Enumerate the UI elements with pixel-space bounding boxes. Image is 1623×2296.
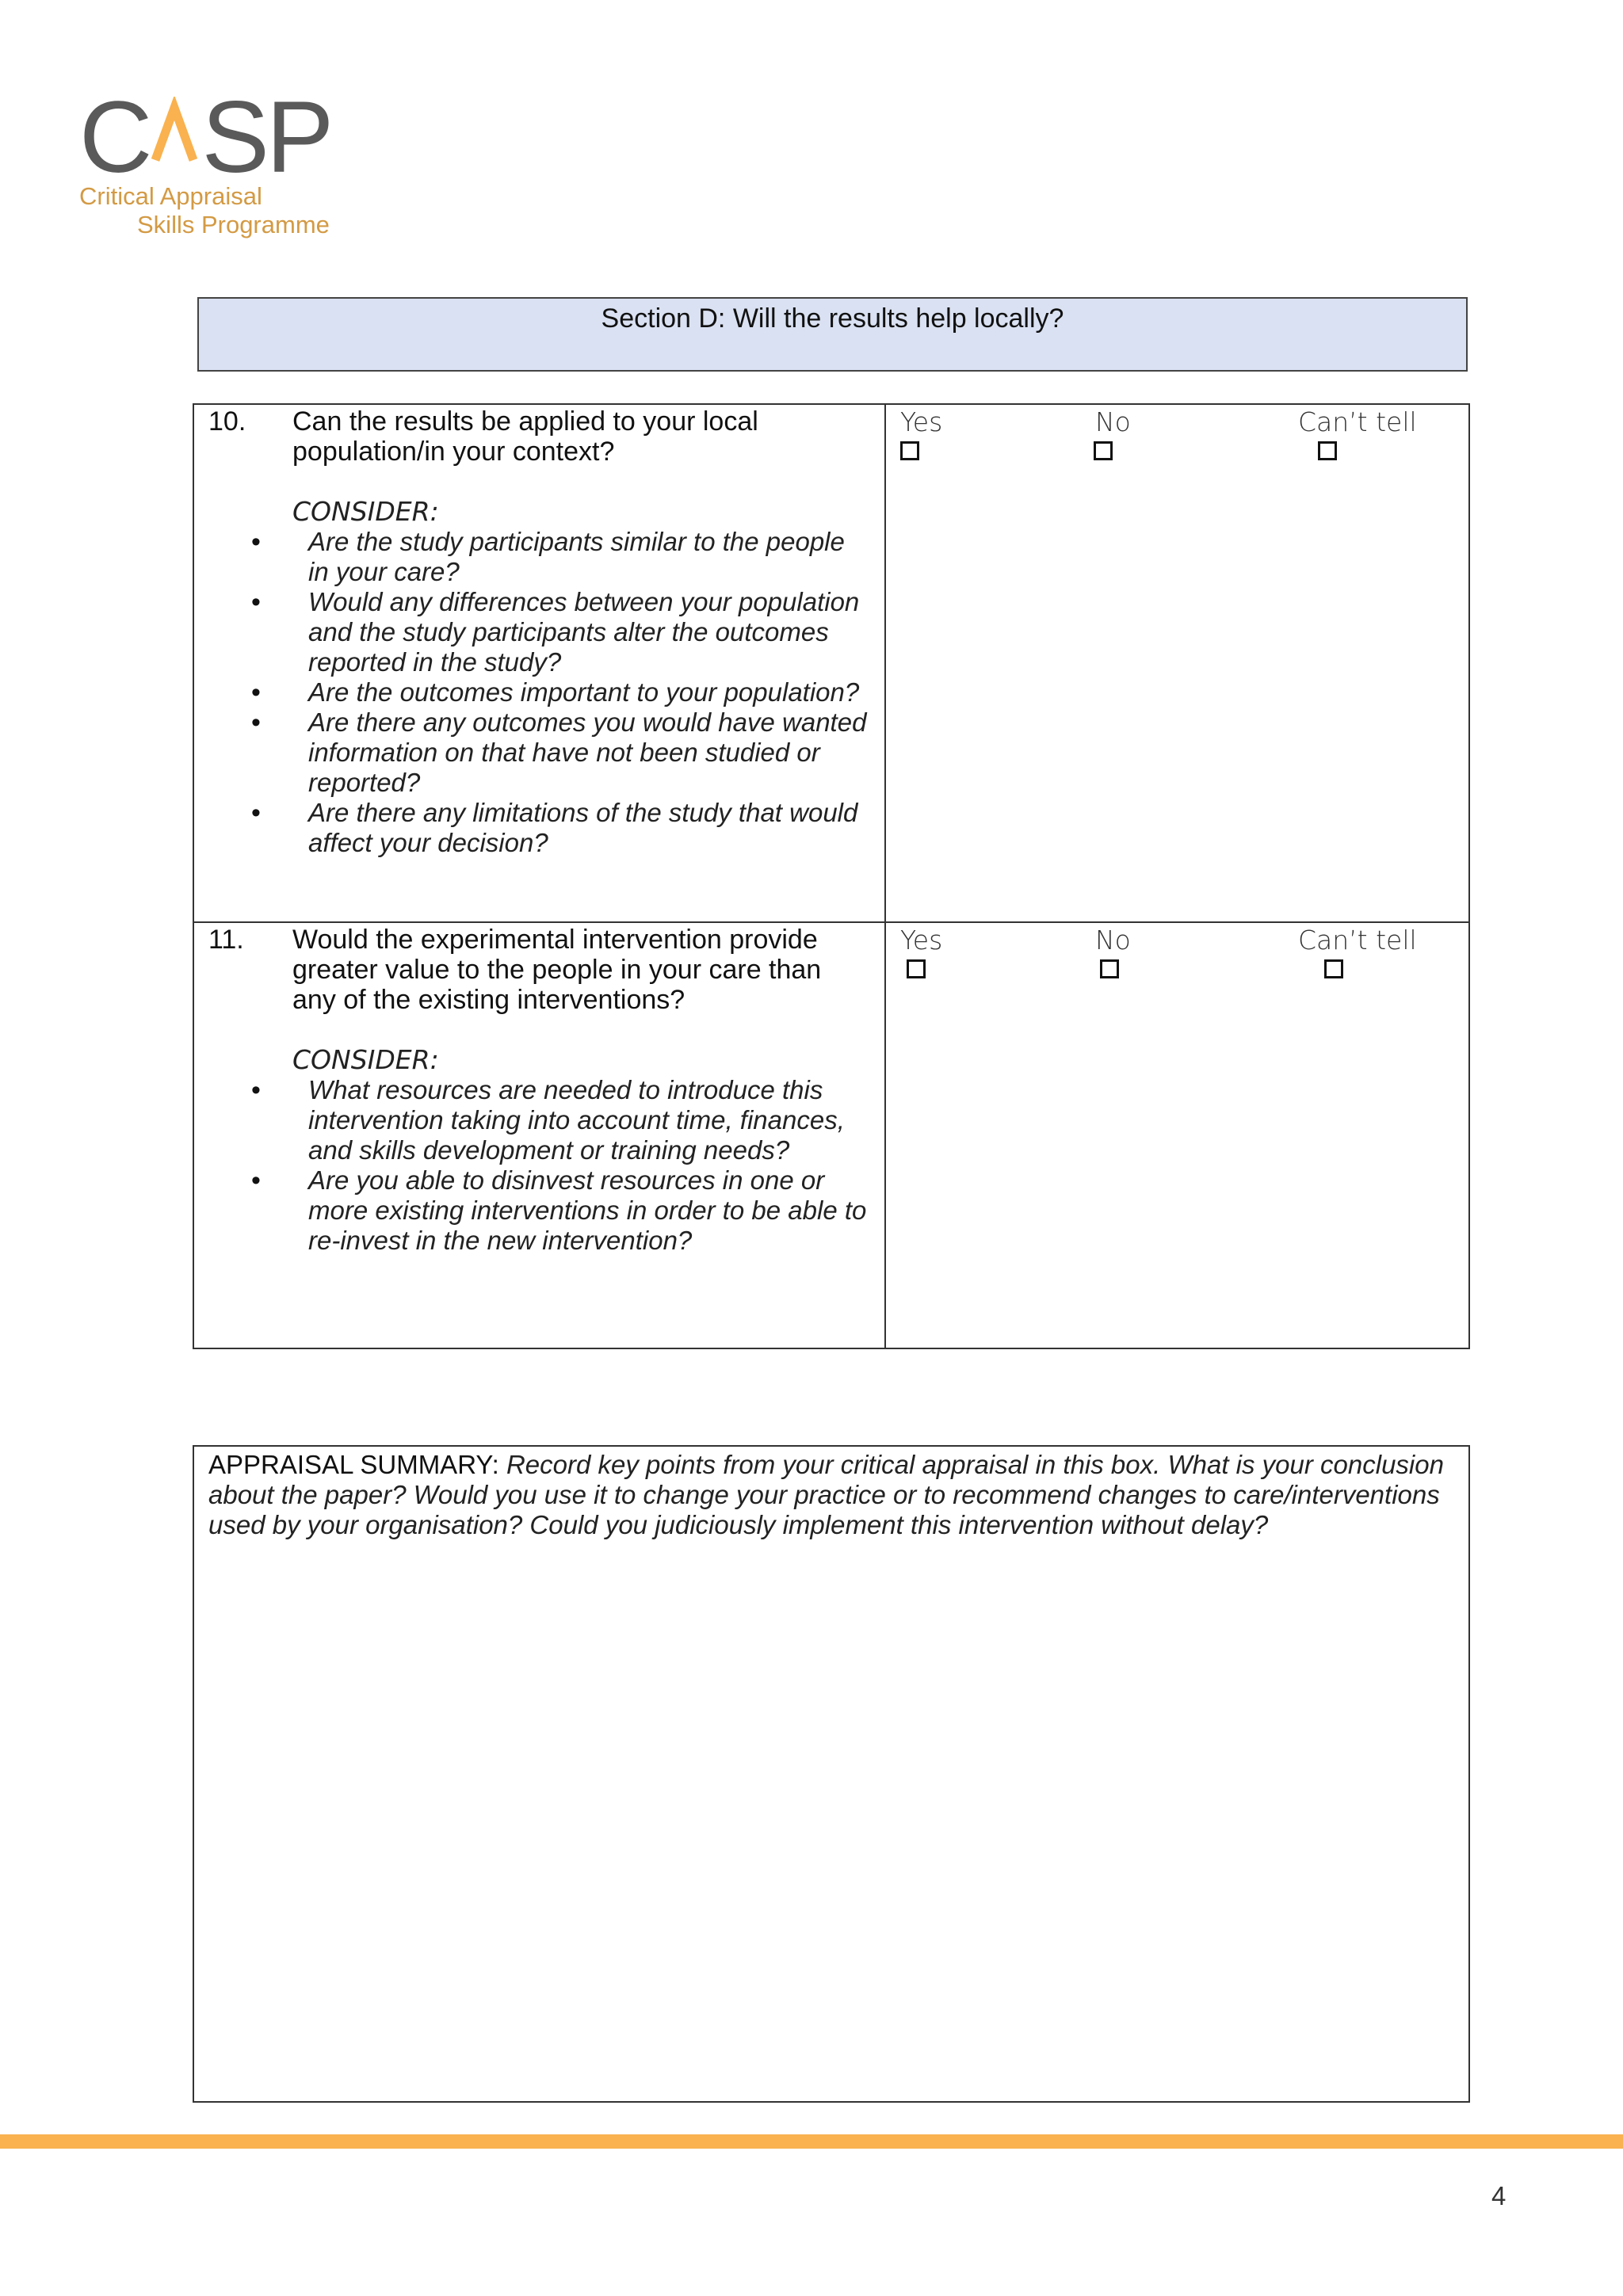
logo-subtitle-line1: Critical Appraisal	[79, 182, 262, 210]
logo-letters-sp: SP	[201, 81, 331, 194]
consider-item: • What resources are needed to introduce this intervention taking into account time, finances, and skills development or training needs?	[251, 1075, 872, 1165]
question-row-10	[194, 405, 1468, 921]
section-header: Section D: Will the results help locally?	[197, 297, 1468, 372]
question-number: 11.	[208, 925, 244, 955]
consider-item: • Would any differences between your population and the study participants alter the outcomes reported in the study?	[251, 587, 872, 677]
answer-cell	[886, 405, 1468, 921]
answer-cell	[886, 923, 1468, 1348]
footer-accent-bar	[0, 2134, 1623, 2149]
questions-table	[193, 403, 1470, 1349]
consider-list	[194, 1075, 872, 1256]
question-text: Can the results be applied to your local population/in your context?	[292, 406, 758, 467]
checkbox-cant-tell[interactable]	[1324, 959, 1343, 978]
casp-logo	[79, 81, 349, 246]
option-no-label: No	[1095, 925, 1131, 955]
option-cant-tell-label: Can’t tell	[1298, 925, 1417, 955]
caret-icon	[151, 87, 198, 166]
summary-instructions: Record key points from your critical appraisal in this box. What is your conclusion about the paper? Would you use it to change your practice or to recommend changes to care/interventions used by your organisation? Could you judiciously implement this intervention without delay?	[208, 1450, 1444, 1539]
checkbox-yes[interactable]	[900, 441, 919, 460]
consider-item: • Are the study participants similar to the people in your care?	[251, 527, 872, 587]
consider-item: • Are there any outcomes you would have wanted information on that have not been studied or reported?	[251, 707, 872, 798]
checkbox-no[interactable]	[1100, 959, 1119, 978]
option-cant-tell-label: Can’t tell	[1298, 406, 1417, 437]
consider-label: CONSIDER:	[292, 1044, 439, 1075]
appraisal-summary-box[interactable]	[193, 1445, 1470, 2103]
logo-subtitle-line2: Skills Programme	[137, 211, 330, 238]
question-text: Would the experimental intervention provide greater value to the people in your care than any of the existing interventions?	[292, 925, 822, 1015]
option-yes-label: Yes	[900, 925, 943, 955]
consider-item: • Are you able to disinvest resources in one or more existing interventions in order to be able to re-invest in the new intervention?	[251, 1165, 872, 1256]
consider-label: CONSIDER:	[292, 496, 439, 527]
checkbox-no[interactable]	[1094, 441, 1113, 460]
question-cell	[194, 405, 886, 921]
appraisal-summary-text	[208, 1450, 1454, 1540]
question-number: 10.	[208, 406, 246, 437]
option-no-label: No	[1095, 406, 1131, 437]
logo-letter-c: C	[79, 81, 150, 194]
checkbox-cant-tell[interactable]	[1318, 441, 1337, 460]
consider-list	[194, 527, 872, 858]
consider-item: • Are there any limitations of the study that would affect your decision?	[251, 798, 872, 858]
logo-wordmark	[79, 81, 331, 194]
question-row-11	[194, 921, 1468, 1348]
question-cell	[194, 923, 886, 1348]
checkbox-yes[interactable]	[907, 959, 926, 978]
summary-lead: APPRAISAL SUMMARY:	[208, 1450, 499, 1479]
consider-item: • Are the outcomes important to your population?	[251, 677, 872, 707]
page-number: 4	[1491, 2181, 1507, 2210]
option-yes-label: Yes	[900, 406, 943, 437]
